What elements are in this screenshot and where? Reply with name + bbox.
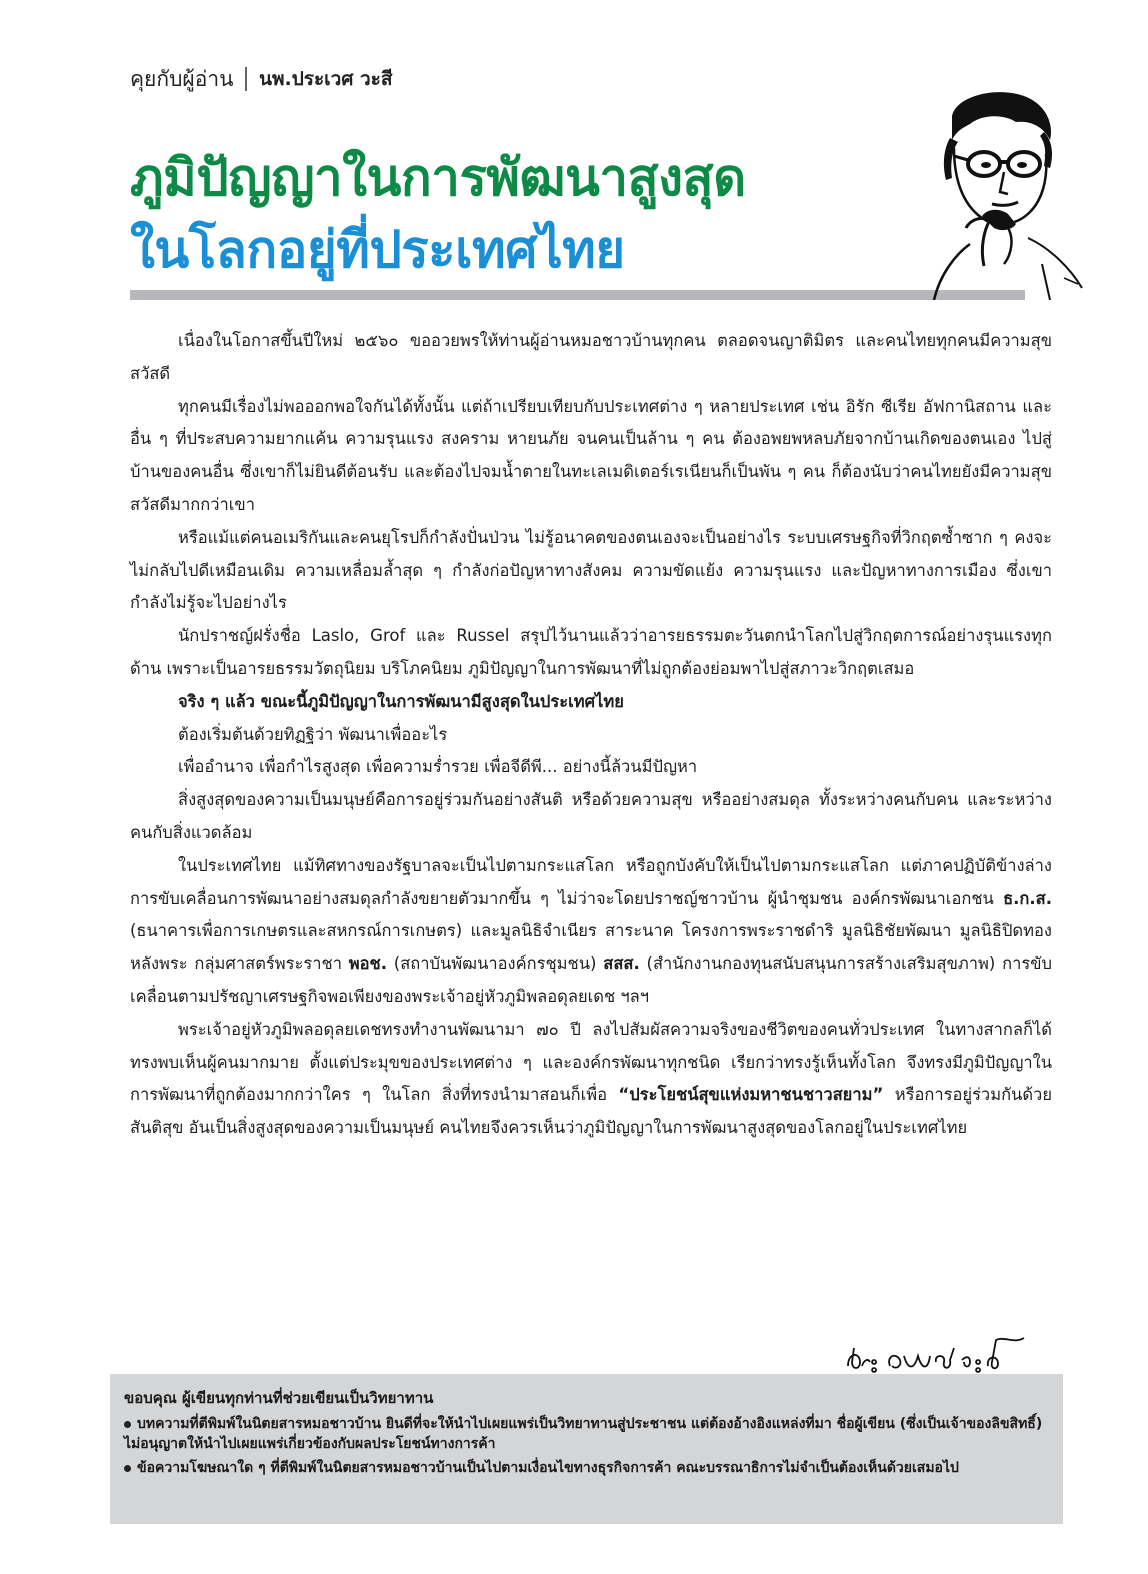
notice-item-text: บทความที่ตีพิมพ์ในนิตยสารหมอชาวบ้าน ยินดีที่จะให้นำไปเผยแพร่เป็นวิทยาทานสู่ประชาชน แต่ต้องอ้างอิงแหล่งที่มา ชื่อผู้เขียน (ซึ่งเป็นเจ้าของลิขสิทธิ์) ไม่อนุญาตให้นำไปเผยแพร่เกี่ยวข้องกับผลประโยชน์ทางการค้า	[124, 1416, 1043, 1452]
org-abbrev: สสส.	[603, 954, 640, 974]
paragraph: เพื่ออำนาจ เพื่อกำไรสูงสุด เพื่อความร่ำรวย เพื่อจีดีพี... อย่างนี้ล้วนมีปัญหา	[178, 757, 698, 777]
paragraph	[130, 1014, 1052, 1145]
notice-heading: ขอบคุณ ผู้เขียนทุกท่านที่ช่วยเขียนเป็นวิทยาทาน	[124, 1389, 434, 1407]
text-run: (สถาบันพัฒนาองค์กรชุมชน)	[387, 954, 604, 974]
bullet-icon	[124, 1465, 131, 1472]
text-run: พระเจ้าอยู่หัวภูมิพลอดุลยเดชทรงทำงานพัฒนามา ๗๐ ปี ลงไปสัมผัสความจริงของชีวิตของคนทั่วประเทศ ในทางสากลก็ได้ทรงพบเห็นผู้คนมากมาย ตั้งแต่ประมุขของประเทศต่าง ๆ และองค์กรพัฒนาทุกชนิด เรียกว่าทรงรู้เห็นทั้งโลก จึงทรงมีภูมิปัญญาในการพัฒนาที่ถูกต้องมากกว่าใคร ๆ ในโลก สิ่งที่ทรงนำมาสอนก็เพื่อ	[130, 1019, 1052, 1105]
page-title-line-2: ในโลกอยู่ที่ประเทศไทย	[130, 221, 625, 280]
paragraph: นักปราชญ์ฝรั่งชื่อ Laslo, Grof และ Russel สรุปไว้นานแล้วว่าอารยธรรมตะวันตกนำโลกไปสู่วิกฤตการณ์อย่างรุนแรงทุกด้าน เพราะเป็นอารยธรรมวัตถุนิยม บริโภคนิยม ภูมิปัญญาในการพัฒนาที่ไม่ถูกต้องย่อมพาไปสู่สภาวะวิกฤตเสมอ	[130, 626, 1052, 678]
notice-item-text: ข้อความโฆษณาใด ๆ ที่ตีพิมพ์ในนิตยสารหมอชาวบ้านเป็นไปตามเงื่อนไขทางธุรกิจการค้า คณะบรรณาธิการไม่จำเป็นต้องเห็นด้วยเสมอไป	[137, 1460, 959, 1476]
copyright-notice-box	[110, 1374, 1063, 1524]
text-run: หรือการอยู่ร่วมกันด้วยสันติสุข อันเป็นสิ่งสูงสุดของความเป็นมนุษย์ คนไทยจึงควรเห็นว่าภูมิปัญญาในการพัฒนาสูงสุดของโลกอยู่ในประเทศไทย	[130, 1085, 1052, 1138]
author-portrait-illustration	[904, 88, 1086, 300]
text-run: (ธนาคารเพื่อการเกษตรและสหกรณ์การเกษตร) และมูลนิธิจำเนียร สาระนาค โครงการพระราชดำริ มูลนิธิชัยพัฒนา มูลนิธิปิดทองหลังพระ กลุ่มศาสตร์พระราชา	[130, 921, 1052, 974]
notice-item	[124, 1458, 1052, 1478]
quote-emphasis: “ประโยชน์สุขแห่งมหาชนชาวสยาม”	[618, 1085, 884, 1105]
paragraph: ต้องเริ่มต้นด้วยทิฏฐิว่า พัฒนาเพื่ออะไร	[178, 724, 448, 744]
author-name: นพ.ประเวศ วะสี	[258, 68, 393, 90]
paragraph: เนื่องในโอกาสขึ้นปีใหม่ ๒๕๖๐ ขออวยพรให้ท่านผู้อ่านหมอชาวบ้านทุกคน ตลอดจนญาติมิตร และคนไทยทุกคนมีความสุขสวัสดี	[130, 331, 1052, 383]
paragraph: ทุกคนมีเรื่องไม่พอออกพอใจกันได้ทั้งนั้น แต่ถ้าเปรียบเทียบกับประเทศต่าง ๆ หลายประเทศ เช่น อิรัก ซีเรีย อัฟกานิสถาน และอื่น ๆ ที่ประสบความยากแค้น ความรุนแรง สงคราม หายนภัย จนคนเป็นล้าน ๆ คน ต้องอพยพหลบภัยจากบ้านเกิดของตนเอง ไปสู่บ้านของคนอื่น ซึ่งเขาก็ไม่ยินดีต้อนรับ และต้องไปจมน้ำตายในทะเลเมดิเตอร์เรเนียนก็เป็นพัน ๆ คน ก็ต้องนับว่าคนไทยยังมีความสุขสวัสดีมากกว่าเขา	[130, 396, 1052, 514]
article-body	[130, 325, 1052, 1145]
paragraph: สิ่งสูงสุดของความเป็นมนุษย์คือการอยู่ร่วมกันอย่างสันติ หรือด้วยความสุข หรืออย่างสมดุล ทั้งระหว่างคนกับคน และระหว่างคนกับสิ่งแวดล้อม	[130, 790, 1052, 842]
bullet-icon	[124, 1421, 131, 1428]
text-run: ในประเทศไทย แม้ทิศทางของรัฐบาลจะเป็นไปตามกระแสโลก หรือถูกบังคับให้เป็นไปตามกระแสโลก แต่ภาคปฏิบัติข้างล่าง การขับเคลื่อนการพัฒนาอย่างสมดุลกำลังขยายตัวมากขึ้น ๆ ไม่ว่าจะโดยปราชญ์ชาวบ้าน ผู้นำชุมชน องค์กรพัฒนาเอกชน	[130, 855, 1052, 908]
page-title-line-1: ภูมิปัญญาในการพัฒนาสูงสุด	[130, 149, 746, 208]
paragraph	[130, 850, 1052, 1014]
notice-item	[124, 1414, 1052, 1454]
column-name: คุยกับผู้อ่าน	[130, 66, 234, 91]
kicker-divider	[245, 67, 247, 91]
title-underline	[130, 290, 1025, 300]
text-run: (สำนักงานกองทุนสนับสนุนการสร้างเสริมสุขภาพ) การขับเคลื่อนตามปรัชญาเศรษฐกิจพอเพียงของพระเจ้าอยู่หัวภูมิพลอดุลยเดช ฯลฯ	[130, 954, 1052, 1006]
org-abbrev: ธ.ก.ส.	[1003, 888, 1052, 908]
column-kicker	[130, 62, 392, 96]
org-abbrev: พอช.	[348, 954, 388, 974]
emphasis-paragraph: จริง ๆ แล้ว ขณะนี้ภูมิปัญญาในการพัฒนามีสูงสุดในประเทศไทย	[178, 691, 624, 711]
paragraph: หรือแม้แต่คนอเมริกันและคนยุโรปก็กำลังปั่นป่วน ไม่รู้อนาคตของตนเองจะเป็นอย่างไร ระบบเศรษฐกิจที่วิกฤตซ้ำซาก ๆ คงจะไม่กลับไปดีเหมือนเดิม ความเหลื่อมล้ำสุด ๆ กำลังก่อปัญหาทางสังคม ความขัดแย้ง ความรุนแรง และปัญหาทางการเมือง ซึ่งเขากำลังไม่รู้จะไปอย่างไร	[130, 527, 1052, 613]
